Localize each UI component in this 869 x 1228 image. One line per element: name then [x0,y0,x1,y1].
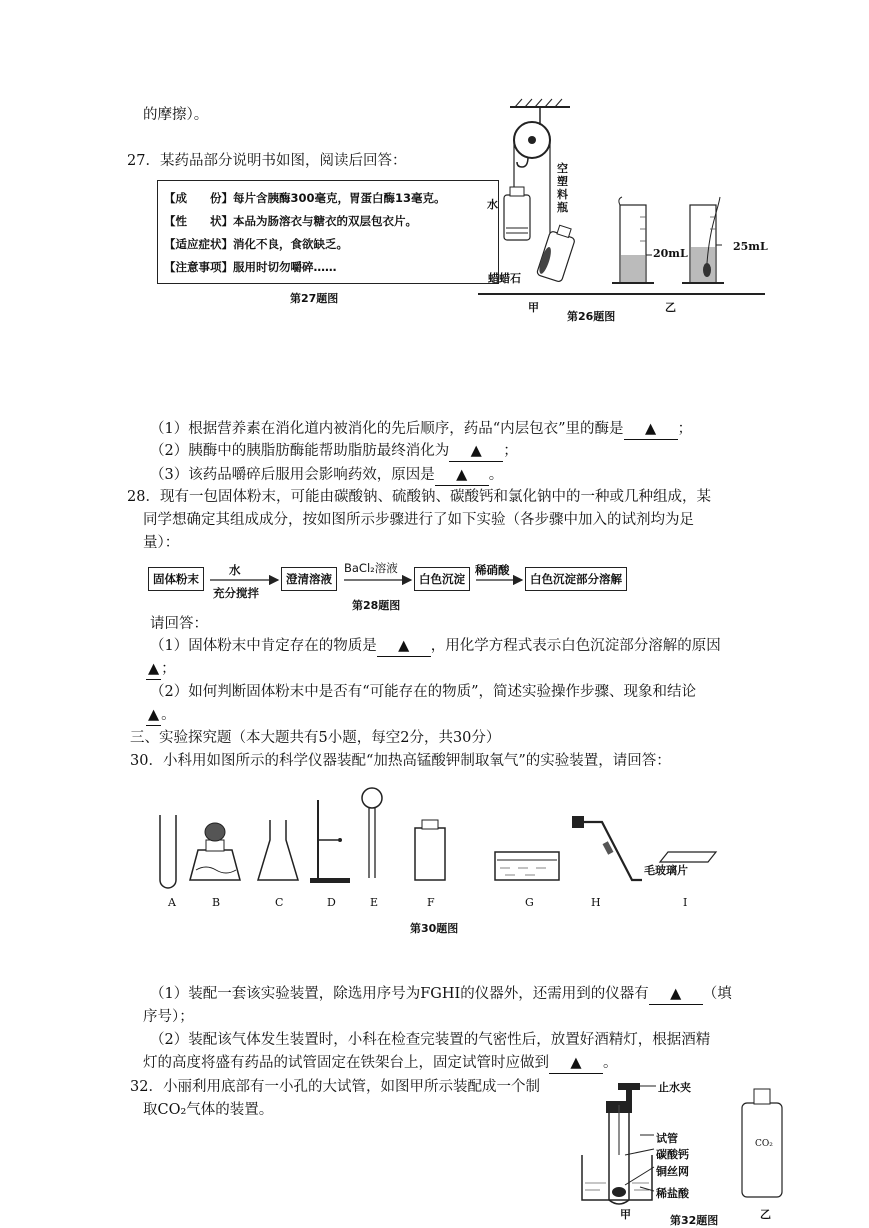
q32-hcl-label: 稀盐酸 [656,1187,689,1200]
answer-blank: ▲ [549,1053,603,1074]
flow-box-partial-dissolve: 白色沉淀部分溶解 [525,567,627,591]
q26-caption: 第26题图 [567,310,616,323]
q27-row-properties: 【性 状】本品为肠溶衣与糖衣的双层包衣片。 [164,214,417,228]
q30-label-a: A [168,896,176,909]
q30-sub2-line2: 灯的高度将盛有药品的试管固定在铁架台上，固定试管时应做到 ▲ 。 [143,1053,618,1074]
answer-blank: ▲ [146,659,161,680]
flow-box-solid-powder: 固体粉末 [148,567,204,591]
q28-line1: 28．现有一包固体粉末，可能由碳酸钠、硫酸钠、碳酸钙和氯化钠中的一种或几种组成，某 [127,489,711,505]
flow-box-white-precipitate: 白色沉淀 [414,567,470,591]
flow-arrow2-top: BaCl₂溶液 [344,561,398,575]
flow-arrow1-top: 水 [229,563,241,577]
q26-25ml-label: 25mL [733,240,768,253]
q26-wax-label: 蜡蜡石 [488,272,521,285]
q27-row-ingredients: 【成 份】每片含胰酶300毫克，胃蛋白酶13毫克。 [164,191,446,205]
q30-sub2-line1: （2）装配该气体发生装置时，小科在检查完装置的气密性后，放置好酒精灯，根据酒精 [150,1032,711,1048]
answer-blank: ▲ [649,984,703,1005]
q30-label-e: E [370,896,379,909]
q32-tube-label: 试管 [656,1132,678,1145]
q28-sub2-cont: ▲ 。 [146,705,176,726]
continuation-text: 的摩擦）。 [143,107,209,123]
q30-label-b: B [212,896,221,909]
q28-caption: 第28题图 [352,599,401,612]
section3-heading: 三、实验探究题（本大题共有5小题，每空2分，共30分） [130,730,501,746]
q26-20ml-label: 20mL [653,247,688,260]
q27-row-indications: 【适应症状】消化不良，食欲缺乏。 [164,237,348,251]
q28-line3: 量）： [143,535,180,551]
q30-sub1-cont: 序号）； [143,1009,194,1025]
q30-label-g: G [525,896,534,909]
q28-line2: 同学想确定其组成成分，按如图所示步骤进行了如下实验（各步骤中加入的试剂均为足 [143,512,694,528]
q30-label-d: D [327,896,336,909]
q32-jia-label: 甲 [620,1208,631,1221]
q26-yi-label: 乙 [665,301,676,314]
q32-yi-label: 乙 [760,1208,771,1221]
q30-label-h: H [591,896,601,909]
q28-sub1: （1）固体粉末中肯定存在的物质是 ▲ ，用化学方程式表示白色沉淀部分溶解的原因 [150,636,721,657]
q30-glass-plate-label: 毛玻璃片 [644,864,688,877]
flow-box-clear-solution: 澄清溶液 [281,567,337,591]
q26-jia-label: 甲 [528,301,539,314]
q26-water-label: 水 [487,198,498,211]
q28-ask: 请回答： [150,616,208,632]
flow-arrow3-top: 稀硝酸 [475,563,510,577]
q27-sub1: （1）根据营养素在消化道内被消化的先后顺序，药品“内层包衣”里的酶是 ▲ ； [150,419,692,440]
q30-label-i: I [683,896,688,909]
answer-blank: ▲ [449,441,503,462]
answer-blank: ▲ [146,705,161,726]
q27-row-notes: 【注意事项】服用时切勿嚼碎…… [164,260,337,274]
q32-line2: 取CO₂气体的装置。 [143,1102,274,1118]
q32-mesh-label: 铜丝网 [656,1165,689,1178]
q26-bottle-label: 空塑料瓶 [557,162,568,214]
answer-blank: ▲ [624,419,678,440]
answer-blank: ▲ [377,636,431,657]
q30-apparatus [140,780,740,900]
q30-sub1: （1）装配一套该实验装置，除选用序号为FGHI的仪器外，还需用到的仪器有 ▲ （填 [150,984,732,1005]
q30-label-c: C [275,896,284,909]
q28-sub2: （2）如何判断固体粉末中是否有“可能存在的物质”，简述实验操作步骤、现象和结论 [150,684,697,700]
flow-arrow1-bottom: 充分搅拌 [213,586,259,600]
q32-caption: 第32题图 [670,1214,719,1227]
q27-stem: 27．某药品部分说明书如图，阅读后回答： [127,153,407,169]
q30-caption: 第30题图 [410,922,459,935]
q32-line1: 32．小丽利用底部有一小孔的大试管，如图甲所示装配成一个制 [130,1079,540,1095]
q30-label-f: F [427,896,435,909]
q28-sub1-cont: ▲ ； [146,659,176,680]
q32-co2-label: CO₂ [755,1139,773,1149]
q32-clamp-label: 止水夹 [658,1081,691,1094]
q27-sub2: （2）胰酶中的胰脂肪酶能帮助脂肪最终消化为 ▲ ； [150,441,518,462]
q27-caption: 第27题图 [290,292,339,305]
q27-sub3: （3）该药品嚼碎后服用会影响药效，原因是 ▲ 。 [150,465,503,486]
answer-blank: ▲ [435,465,489,486]
q30-stem: 30．小科用如图所示的科学仪器装配“加热高锰酸钾制取氧气”的实验装置，请回答： [130,753,671,769]
q32-caco3-label: 碳酸钙 [656,1148,689,1161]
